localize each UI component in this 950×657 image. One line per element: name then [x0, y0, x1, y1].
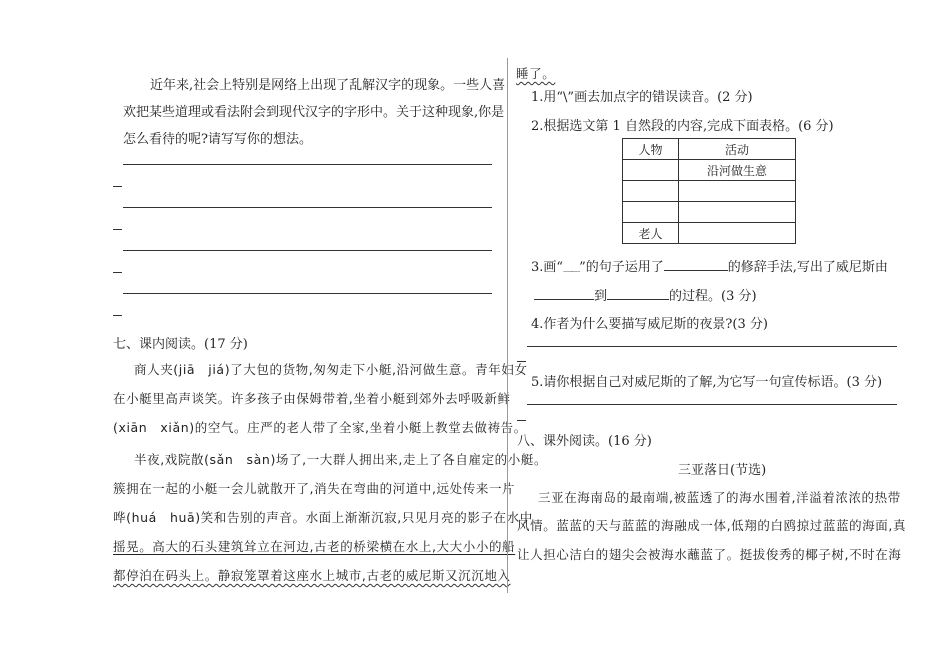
q3-text: ”的句子运用了 [579, 260, 664, 275]
essay-line-3: 怎么看待的呢?请写写你的想法。 [123, 132, 312, 147]
answer-line[interactable] [123, 164, 492, 165]
question-1: 1.用“\”画去加点字的错误读音。(2 分) [531, 90, 753, 105]
answer-line-stub [113, 272, 122, 273]
fill-blank[interactable] [664, 258, 728, 271]
wavy-line-mark: ﹏﹏ [563, 264, 580, 274]
answer-line-stub [517, 361, 526, 362]
essay-line-2: 欢把某些道理或看法附会到现代汉字的字形中。关于这种现象,你是 [123, 105, 505, 120]
passage-line: 风情。蓝蓝的天与蓝蓝的海融成一体,低翔的白鸥掠过蓝蓝的海面,真 [517, 518, 907, 533]
question-5: 5.请你根据自己对威尼斯的了解,为它写一句宣传标语。(3 分) [531, 375, 883, 390]
table-cell[interactable]: 老人 [623, 223, 679, 244]
passage-continuation: 睡了。 [516, 66, 556, 81]
passage-line: 让人担心洁白的翅尖会被海水蘸蓝了。挺拔俊秀的椰子树,不时在海 [517, 547, 902, 562]
column-divider [507, 58, 508, 593]
table-header: 活动 [679, 139, 796, 160]
passage-line: 商人夹(jiā jiá)了大包的货物,匆匆走下小艇,沿河做生意。青年妇女 [134, 362, 528, 377]
fill-blank[interactable] [534, 287, 594, 300]
table-cell[interactable] [679, 181, 796, 202]
answer-line-stub [113, 315, 122, 316]
answer-line[interactable] [527, 346, 897, 347]
question-3 [531, 256, 888, 275]
answer-line-stub [517, 420, 526, 421]
section8-title: 八、课外阅读。(16 分) [517, 434, 652, 449]
table-cell[interactable]: 沿河做生意 [679, 160, 796, 181]
passage-line-wavy: 都停泊在码头上。静寂笼罩着这座水上城市,古老的威尼斯又沉沉地入 [113, 568, 511, 583]
answer-line-stub [113, 186, 122, 187]
answer-line[interactable] [527, 404, 897, 405]
question-3-cont [534, 285, 757, 304]
section7-title: 七、课内阅读。(17 分) [113, 337, 248, 352]
q3-text: 3.画“ [531, 260, 564, 275]
q3-text: 的过程。(3 分) [669, 289, 757, 304]
q3-text: 的修辞手法,写出了威尼斯由 [727, 260, 888, 275]
passage-line: 半夜,戏院散(sǎn sàn)场了,一大群人拥出来,走上了各自雇定的小艇。 [134, 452, 548, 467]
answer-line[interactable] [123, 250, 492, 251]
table-cell[interactable] [623, 202, 679, 223]
passage-title: 三亚落日(节选) [678, 463, 767, 478]
passage-line-underlined: 摇晃。高大的石头建筑耸立在河边,古老的桥梁横在水上,大大小小的船 [113, 539, 516, 554]
table-header: 人物 [623, 139, 679, 160]
table-cell[interactable] [679, 202, 796, 223]
table-cell[interactable] [679, 223, 796, 244]
passage-line: 在小艇里高声谈笑。许多孩子由保姆带着,坐着小艇到郊外去呼吸新鲜 [113, 391, 511, 406]
table-cell[interactable] [623, 181, 679, 202]
answer-line-stub [113, 229, 122, 230]
table-cell[interactable] [623, 160, 679, 181]
q3-text: 到 [594, 289, 608, 304]
answer-line[interactable] [123, 207, 492, 208]
question-4: 4.作者为什么要描写威尼斯的夜景?(3 分) [531, 317, 768, 332]
passage-line: 簇拥在一起的小艇一会儿就散开了,消失在弯曲的河道中,远处传来一片 [113, 481, 516, 496]
essay-line-1: 近年来,社会上特别是网络上出现了乱解汉字的现象。一些人喜 [150, 78, 506, 93]
question-2: 2.根据选文第 1 自然段的内容,完成下面表格。(6 分) [531, 119, 834, 134]
answer-line[interactable] [123, 293, 492, 294]
activity-table [622, 138, 796, 244]
passage-line: 哗(huá huā)笑和告别的声音。水面上渐渐沉寂,只见月亮的影子在水中 [113, 510, 533, 525]
passage-line: 三亚在海南岛的最南端,被蓝透了的海水围着,洋溢着浓浓的热带 [538, 490, 901, 505]
fill-blank[interactable] [607, 287, 669, 300]
passage-line: (xiān xiǎn)的空气。庄严的老人带了全家,坐着小艇上教堂去做祷告。 [113, 420, 527, 435]
